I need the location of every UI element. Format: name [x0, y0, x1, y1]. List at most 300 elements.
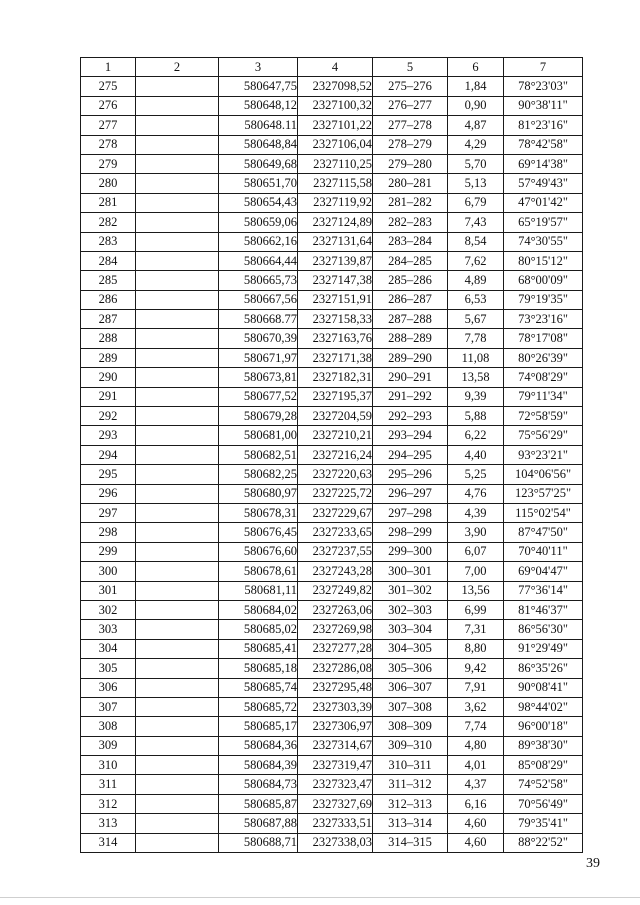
cell-y-coordinate: 2327204,59	[298, 407, 373, 426]
cell-y-coordinate: 2327100,32	[298, 96, 373, 115]
cell-distance: 4,60	[448, 814, 504, 833]
cell-segment: 280–281	[373, 174, 448, 193]
cell-x-coordinate: 580682,25	[219, 465, 298, 484]
column-header-7: 7	[504, 58, 583, 77]
cell-segment: 303–304	[373, 620, 448, 639]
cell-distance: 11,08	[448, 348, 504, 367]
cell-extra	[136, 697, 219, 716]
cell-extra	[136, 407, 219, 426]
cell-point-number: 299	[81, 542, 136, 561]
cell-y-coordinate: 2327314,67	[298, 736, 373, 755]
cell-direction-angle: 74°30'55"	[504, 232, 583, 251]
table-row	[81, 639, 583, 658]
cell-y-coordinate: 2327151,91	[298, 290, 373, 309]
cell-x-coordinate: 580687,88	[219, 814, 298, 833]
cell-distance: 5,67	[448, 310, 504, 329]
table-row	[81, 232, 583, 251]
table-row	[81, 794, 583, 813]
cell-y-coordinate: 2327229,67	[298, 503, 373, 522]
cell-x-coordinate: 580685,72	[219, 697, 298, 716]
cell-point-number: 297	[81, 503, 136, 522]
cell-distance: 4,60	[448, 833, 504, 852]
table-row	[81, 387, 583, 406]
cell-x-coordinate: 580676,60	[219, 542, 298, 561]
cell-distance: 7,62	[448, 251, 504, 270]
cell-x-coordinate: 580677,52	[219, 387, 298, 406]
cell-distance: 1,84	[448, 77, 504, 96]
cell-segment: 277–278	[373, 116, 448, 135]
cell-segment: 314–315	[373, 833, 448, 852]
table-row	[81, 833, 583, 852]
cell-y-coordinate: 2327158,33	[298, 310, 373, 329]
cell-direction-angle: 69°14'38"	[504, 154, 583, 173]
cell-segment: 297–298	[373, 503, 448, 522]
cell-x-coordinate: 580648.11	[219, 116, 298, 135]
cell-distance: 6,79	[448, 193, 504, 212]
cell-y-coordinate: 2327319,47	[298, 756, 373, 775]
cell-point-number: 280	[81, 174, 136, 193]
table-row	[81, 484, 583, 503]
cell-y-coordinate: 2327286,08	[298, 659, 373, 678]
cell-distance: 4,80	[448, 736, 504, 755]
cell-segment: 300–301	[373, 562, 448, 581]
cell-y-coordinate: 2327182,31	[298, 368, 373, 387]
column-header-6: 6	[448, 58, 504, 77]
cell-direction-angle: 47°01'42"	[504, 193, 583, 212]
cell-segment: 296–297	[373, 484, 448, 503]
cell-point-number: 302	[81, 600, 136, 619]
cell-x-coordinate: 580649,68	[219, 154, 298, 173]
cell-point-number: 289	[81, 348, 136, 367]
cell-point-number: 284	[81, 251, 136, 270]
table-row	[81, 348, 583, 367]
cell-segment: 294–295	[373, 445, 448, 464]
cell-distance: 6,22	[448, 426, 504, 445]
cell-distance: 4,40	[448, 445, 504, 464]
cell-direction-angle: 89°38'30"	[504, 736, 583, 755]
cell-extra	[136, 736, 219, 755]
cell-segment: 291–292	[373, 387, 448, 406]
table-row	[81, 775, 583, 794]
table-row	[81, 77, 583, 96]
table-row	[81, 271, 583, 290]
cell-point-number: 314	[81, 833, 136, 852]
cell-segment: 308–309	[373, 717, 448, 736]
cell-point-number: 308	[81, 717, 136, 736]
cell-segment: 284–285	[373, 251, 448, 270]
table-row	[81, 697, 583, 716]
cell-distance: 0,90	[448, 96, 504, 115]
cell-y-coordinate: 2327098,52	[298, 77, 373, 96]
cell-point-number: 286	[81, 290, 136, 309]
cell-distance: 6,16	[448, 794, 504, 813]
coordinates-table	[80, 57, 583, 853]
cell-y-coordinate: 2327263,06	[298, 600, 373, 619]
cell-segment: 279–280	[373, 154, 448, 173]
cell-segment: 287–288	[373, 310, 448, 329]
cell-point-number: 313	[81, 814, 136, 833]
cell-x-coordinate: 580668.77	[219, 310, 298, 329]
cell-extra	[136, 445, 219, 464]
cell-point-number: 310	[81, 756, 136, 775]
cell-segment: 276–277	[373, 96, 448, 115]
cell-point-number: 276	[81, 96, 136, 115]
cell-direction-angle: 85°08'29"	[504, 756, 583, 775]
cell-point-number: 305	[81, 659, 136, 678]
cell-x-coordinate: 580659,06	[219, 213, 298, 232]
cell-extra	[136, 775, 219, 794]
cell-x-coordinate: 580685,02	[219, 620, 298, 639]
cell-y-coordinate: 2327101,22	[298, 116, 373, 135]
cell-segment: 293–294	[373, 426, 448, 445]
cell-direction-angle: 93°23'21"	[504, 445, 583, 464]
cell-x-coordinate: 580678,31	[219, 503, 298, 522]
cell-direction-angle: 78°17'08"	[504, 329, 583, 348]
table-row	[81, 581, 583, 600]
cell-distance: 7,00	[448, 562, 504, 581]
cell-point-number: 301	[81, 581, 136, 600]
cell-segment: 299–300	[373, 542, 448, 561]
table-row	[81, 174, 583, 193]
cell-extra	[136, 387, 219, 406]
cell-x-coordinate: 580676,45	[219, 523, 298, 542]
cell-direction-angle: 74°08'29"	[504, 368, 583, 387]
cell-direction-angle: 79°19'35"	[504, 290, 583, 309]
cell-segment: 278–279	[373, 135, 448, 154]
cell-y-coordinate: 2327106,04	[298, 135, 373, 154]
cell-extra	[136, 154, 219, 173]
cell-segment: 304–305	[373, 639, 448, 658]
cell-extra	[136, 116, 219, 135]
cell-direction-angle: 98°44'02"	[504, 697, 583, 716]
column-header-2: 2	[136, 58, 219, 77]
cell-direction-angle: 88°22'52"	[504, 833, 583, 852]
cell-direction-angle: 90°38'11"	[504, 96, 583, 115]
cell-x-coordinate: 580678,61	[219, 562, 298, 581]
cell-segment: 289–290	[373, 348, 448, 367]
cell-y-coordinate: 2327277,28	[298, 639, 373, 658]
cell-y-coordinate: 2327147,38	[298, 271, 373, 290]
table-row	[81, 465, 583, 484]
cell-point-number: 285	[81, 271, 136, 290]
cell-direction-angle: 104°06'56"	[504, 465, 583, 484]
cell-segment: 285–286	[373, 271, 448, 290]
table-row	[81, 426, 583, 445]
cell-x-coordinate: 580685,41	[219, 639, 298, 658]
table-row	[81, 96, 583, 115]
cell-extra	[136, 135, 219, 154]
cell-point-number: 290	[81, 368, 136, 387]
table-row	[81, 736, 583, 755]
cell-extra	[136, 659, 219, 678]
cell-extra	[136, 542, 219, 561]
cell-point-number: 303	[81, 620, 136, 639]
cell-y-coordinate: 2327131,64	[298, 232, 373, 251]
cell-point-number: 307	[81, 697, 136, 716]
table-row	[81, 600, 583, 619]
cell-segment: 306–307	[373, 678, 448, 697]
cell-x-coordinate: 580685,17	[219, 717, 298, 736]
cell-x-coordinate: 580681,00	[219, 426, 298, 445]
table-row	[81, 620, 583, 639]
cell-extra	[136, 503, 219, 522]
cell-distance: 4,87	[448, 116, 504, 135]
cell-point-number: 278	[81, 135, 136, 154]
cell-x-coordinate: 580665,73	[219, 271, 298, 290]
table-row	[81, 135, 583, 154]
cell-extra	[136, 639, 219, 658]
table-row	[81, 814, 583, 833]
cell-segment: 283–284	[373, 232, 448, 251]
cell-direction-angle: 78°23'03"	[504, 77, 583, 96]
cell-direction-angle: 65°19'57"	[504, 213, 583, 232]
cell-distance: 8,54	[448, 232, 504, 251]
cell-distance: 4,76	[448, 484, 504, 503]
cell-x-coordinate: 580651,70	[219, 174, 298, 193]
cell-segment: 311–312	[373, 775, 448, 794]
cell-distance: 7,43	[448, 213, 504, 232]
cell-extra	[136, 426, 219, 445]
table-row	[81, 717, 583, 736]
cell-segment: 275–276	[373, 77, 448, 96]
table-row	[81, 678, 583, 697]
cell-point-number: 311	[81, 775, 136, 794]
cell-extra	[136, 523, 219, 542]
table-row	[81, 310, 583, 329]
table-row	[81, 659, 583, 678]
cell-point-number: 282	[81, 213, 136, 232]
cell-direction-angle: 87°47'50"	[504, 523, 583, 542]
cell-direction-angle: 57°49'43"	[504, 174, 583, 193]
table-row	[81, 542, 583, 561]
table-row	[81, 116, 583, 135]
cell-extra	[136, 174, 219, 193]
cell-distance: 7,78	[448, 329, 504, 348]
cell-direction-angle: 81°23'16"	[504, 116, 583, 135]
header-row	[81, 58, 583, 77]
cell-extra	[136, 96, 219, 115]
cell-y-coordinate: 2327333,51	[298, 814, 373, 833]
cell-point-number: 296	[81, 484, 136, 503]
cell-segment: 305–306	[373, 659, 448, 678]
cell-point-number: 294	[81, 445, 136, 464]
cell-segment: 302–303	[373, 600, 448, 619]
cell-segment: 292–293	[373, 407, 448, 426]
cell-x-coordinate: 580682,51	[219, 445, 298, 464]
cell-point-number: 281	[81, 193, 136, 212]
cell-extra	[136, 833, 219, 852]
cell-distance: 4,37	[448, 775, 504, 794]
cell-x-coordinate: 580684,39	[219, 756, 298, 775]
table-row	[81, 756, 583, 775]
cell-x-coordinate: 580647,75	[219, 77, 298, 96]
cell-distance: 7,31	[448, 620, 504, 639]
cell-x-coordinate: 580685,74	[219, 678, 298, 697]
cell-distance: 5,70	[448, 154, 504, 173]
cell-distance: 7,74	[448, 717, 504, 736]
cell-x-coordinate: 580648,84	[219, 135, 298, 154]
cell-segment: 290–291	[373, 368, 448, 387]
cell-point-number: 277	[81, 116, 136, 135]
cell-segment: 288–289	[373, 329, 448, 348]
cell-direction-angle: 91°29'49"	[504, 639, 583, 658]
cell-x-coordinate: 580688,71	[219, 833, 298, 852]
cell-y-coordinate: 2327171,38	[298, 348, 373, 367]
cell-direction-angle: 80°15'12"	[504, 251, 583, 270]
cell-y-coordinate: 2327327,69	[298, 794, 373, 813]
cell-distance: 8,80	[448, 639, 504, 658]
cell-x-coordinate: 580667,56	[219, 290, 298, 309]
cell-x-coordinate: 580684,73	[219, 775, 298, 794]
cell-distance: 4,29	[448, 135, 504, 154]
cell-direction-angle: 79°35'41"	[504, 814, 583, 833]
cell-direction-angle: 90°08'41"	[504, 678, 583, 697]
cell-direction-angle: 75°56'29"	[504, 426, 583, 445]
cell-segment: 307–308	[373, 697, 448, 716]
cell-y-coordinate: 2327306,97	[298, 717, 373, 736]
cell-x-coordinate: 580679,28	[219, 407, 298, 426]
cell-x-coordinate: 580662,16	[219, 232, 298, 251]
cell-y-coordinate: 2327233,65	[298, 523, 373, 542]
cell-point-number: 279	[81, 154, 136, 173]
table-row	[81, 562, 583, 581]
cell-segment: 301–302	[373, 581, 448, 600]
cell-distance: 13,58	[448, 368, 504, 387]
cell-point-number: 304	[81, 639, 136, 658]
table-body	[81, 77, 583, 853]
cell-extra	[136, 271, 219, 290]
table-row	[81, 251, 583, 270]
cell-direction-angle: 86°35'26"	[504, 659, 583, 678]
table-row	[81, 290, 583, 309]
column-header-3: 3	[219, 58, 298, 77]
cell-distance: 9,39	[448, 387, 504, 406]
cell-extra	[136, 232, 219, 251]
cell-direction-angle: 74°52'58"	[504, 775, 583, 794]
cell-y-coordinate: 2327338,03	[298, 833, 373, 852]
cell-extra	[136, 484, 219, 503]
cell-extra	[136, 678, 219, 697]
column-header-1: 1	[81, 58, 136, 77]
cell-point-number: 300	[81, 562, 136, 581]
cell-distance: 4,01	[448, 756, 504, 775]
cell-direction-angle: 81°46'37"	[504, 600, 583, 619]
table-row	[81, 503, 583, 522]
cell-y-coordinate: 2327124,89	[298, 213, 373, 232]
cell-x-coordinate: 580684,02	[219, 600, 298, 619]
cell-y-coordinate: 2327220,63	[298, 465, 373, 484]
cell-extra	[136, 620, 219, 639]
cell-segment: 295–296	[373, 465, 448, 484]
cell-y-coordinate: 2327295,48	[298, 678, 373, 697]
cell-direction-angle: 79°11'34"	[504, 387, 583, 406]
cell-x-coordinate: 580670,39	[219, 329, 298, 348]
cell-distance: 3,90	[448, 523, 504, 542]
cell-extra	[136, 600, 219, 619]
cell-distance: 4,39	[448, 503, 504, 522]
cell-x-coordinate: 580685,87	[219, 794, 298, 813]
footer-divider	[0, 897, 640, 898]
cell-point-number: 295	[81, 465, 136, 484]
cell-distance: 5,88	[448, 407, 504, 426]
cell-distance: 9,42	[448, 659, 504, 678]
cell-direction-angle: 68°00'09"	[504, 271, 583, 290]
cell-distance: 6,99	[448, 600, 504, 619]
cell-y-coordinate: 2327110,25	[298, 154, 373, 173]
cell-point-number: 288	[81, 329, 136, 348]
cell-direction-angle: 70°56'49"	[504, 794, 583, 813]
cell-segment: 309–310	[373, 736, 448, 755]
table-row	[81, 329, 583, 348]
cell-point-number: 298	[81, 523, 136, 542]
cell-y-coordinate: 2327195,37	[298, 387, 373, 406]
cell-extra	[136, 77, 219, 96]
cell-extra	[136, 290, 219, 309]
cell-direction-angle: 69°04'47"	[504, 562, 583, 581]
cell-y-coordinate: 2327163,76	[298, 329, 373, 348]
table-row	[81, 368, 583, 387]
column-header-5: 5	[373, 58, 448, 77]
cell-x-coordinate: 580671,97	[219, 348, 298, 367]
cell-segment: 310–311	[373, 756, 448, 775]
cell-extra	[136, 814, 219, 833]
cell-point-number: 275	[81, 77, 136, 96]
cell-x-coordinate: 580685,18	[219, 659, 298, 678]
cell-point-number: 287	[81, 310, 136, 329]
cell-extra	[136, 329, 219, 348]
table-row	[81, 193, 583, 212]
table-row	[81, 445, 583, 464]
cell-point-number: 283	[81, 232, 136, 251]
cell-segment: 281–282	[373, 193, 448, 212]
table-row	[81, 213, 583, 232]
cell-segment: 286–287	[373, 290, 448, 309]
cell-point-number: 293	[81, 426, 136, 445]
cell-extra	[136, 465, 219, 484]
cell-extra	[136, 717, 219, 736]
cell-x-coordinate: 580673,81	[219, 368, 298, 387]
cell-distance: 4,89	[448, 271, 504, 290]
cell-extra	[136, 348, 219, 367]
cell-x-coordinate: 580684,36	[219, 736, 298, 755]
cell-y-coordinate: 2327237,55	[298, 542, 373, 561]
cell-y-coordinate: 2327303,39	[298, 697, 373, 716]
cell-direction-angle: 72°58'59"	[504, 407, 583, 426]
cell-y-coordinate: 2327115,58	[298, 174, 373, 193]
cell-distance: 7,91	[448, 678, 504, 697]
cell-point-number: 291	[81, 387, 136, 406]
cell-direction-angle: 123°57'25"	[504, 484, 583, 503]
cell-point-number: 306	[81, 678, 136, 697]
cell-distance: 5,13	[448, 174, 504, 193]
cell-direction-angle: 78°42'58"	[504, 135, 583, 154]
page-number: 39	[586, 856, 600, 871]
cell-distance: 6,07	[448, 542, 504, 561]
column-header-4: 4	[298, 58, 373, 77]
cell-direction-angle: 115°02'54"	[504, 503, 583, 522]
cell-direction-angle: 96°00'18"	[504, 717, 583, 736]
table-row	[81, 407, 583, 426]
cell-extra	[136, 562, 219, 581]
cell-y-coordinate: 2327249,82	[298, 581, 373, 600]
cell-x-coordinate: 580654,43	[219, 193, 298, 212]
cell-distance: 3,62	[448, 697, 504, 716]
cell-x-coordinate: 580680,97	[219, 484, 298, 503]
cell-segment: 312–313	[373, 794, 448, 813]
cell-direction-angle: 80°26'39"	[504, 348, 583, 367]
cell-extra	[136, 213, 219, 232]
cell-segment: 313–314	[373, 814, 448, 833]
